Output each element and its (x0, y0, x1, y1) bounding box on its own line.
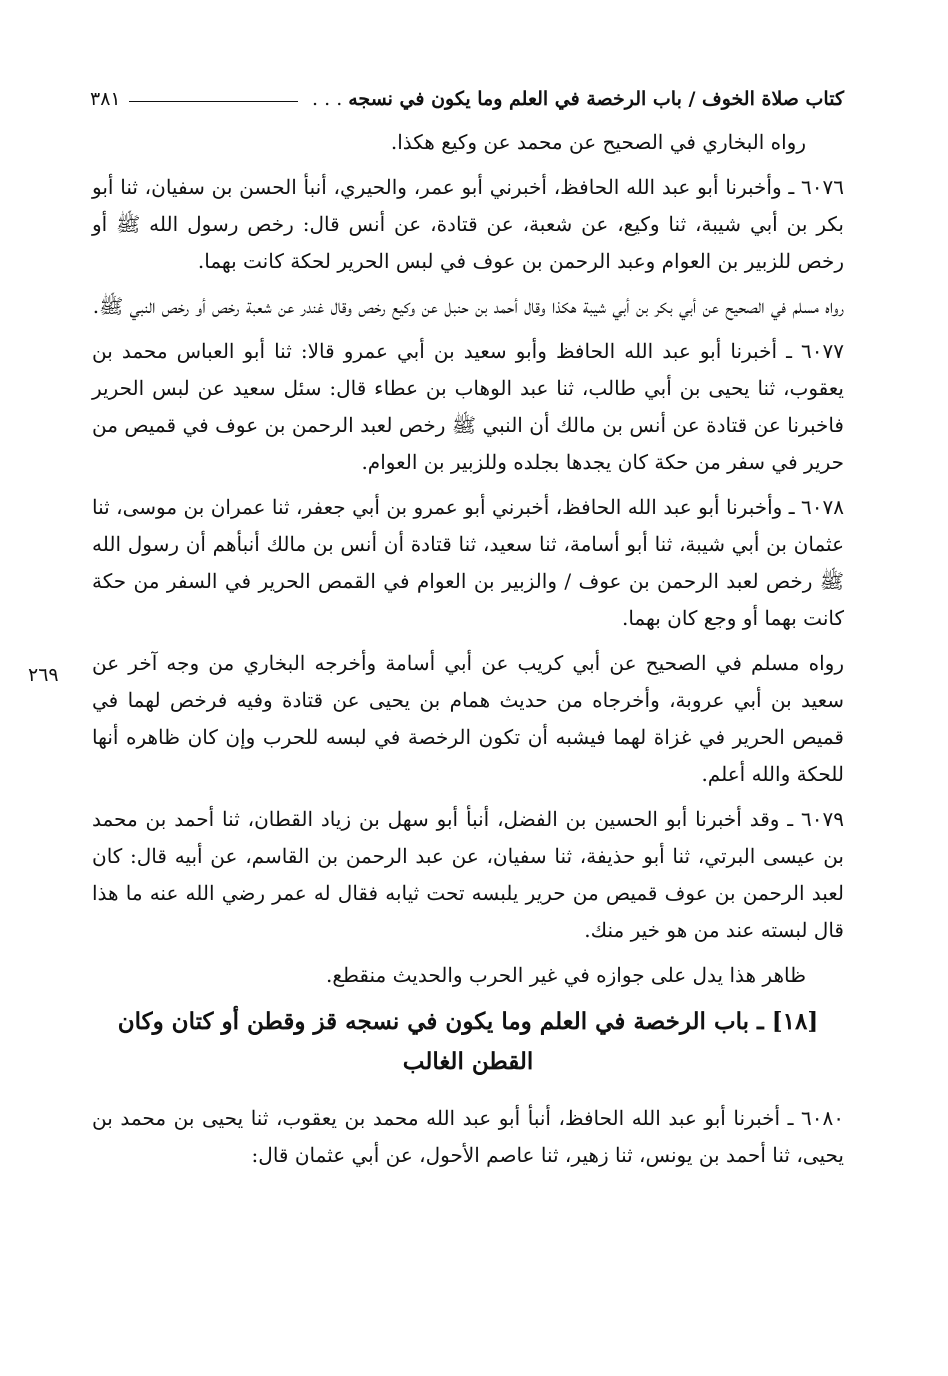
paragraph-3: رواه مسلم في الصحيح عن أبي بكر بن أبي شيبة هكذا وقال أحمد بن حنبل عن وكيع رخص وقال غندر عن شعبة رخص أو رخص النبي ﷺ. (92, 294, 844, 318)
paragraph-1: رواه البخاري في الصحيح عن محمد عن وكيع هكذا. (390, 130, 806, 154)
hadith-6079: ٦٠٧٩ ـ وقد أخبرنا أبو الحسين بن الفضل، أنبأ أبو سهل بن زياد القطان، ثنا أحمد بن محمد بن عيسى البرتي، ثنا أبو حذيفة، ثنا سفيان، عن عبد الرحمن بن القاسم، عن أبيه قال: كان لعبد الرحمن بن عوف قميص من حرير يلبسه تحت ثيابه فقال له عمر رضي الله عنه ما هذا قال لبسته عند من هو خير منك. (92, 807, 845, 942)
running-header-ellipsis: . . . (312, 88, 343, 110)
hadith-6077: ٦٠٧٧ ـ أخبرنا أبو عبد الله الحافظ وأبو سعيد بن أبي عمرو قالا: ثنا أبو العباس محمد بن يعقوب، ثنا يحيى بن أبي طالب، ثنا عبد الوهاب بن عطاء قال: سئل سعيد عن لبس الحرير فاخبرنا عن قتادة عن أنس بن مالك أن النبي ﷺ رخص لعبد الرحمن بن عوف في قميص من حرير في سفر من حكة كان يجدها بجلده وللزبير بن العوام. (92, 339, 844, 474)
header-rule (129, 101, 298, 102)
margin-folio-number: ٢٦٩ (28, 664, 59, 686)
hadith-6076: ٦٠٧٦ ـ وأخبرنا أبو عبد الله الحافظ، أخبرني أبو عمر، والحيري، أنبأ الحسن بن سفيان، ثنا أبو بكر بن أبي شيبة، ثنا وكيع، عن شعبة، عن قتادة، عن أنس قال: رخص رسول الله ﷺ أو رخص للزبير بن العوام وعبد الرحمن بن عوف في لبس الحرير لحكة كانت بهما. (92, 175, 844, 273)
hadith-6078: ٦٠٧٨ ـ وأخبرنا أبو عبد الله الحافظ، أخبرني أبو عمرو بن أبي جعفر، ثنا عمران بن موسى، ثنا عثمان بن أبي شيبة، ثنا أبو أسامة، ثنا سعيد، ثنا قتادة أن أنس بن مالك أنبأهم أن رسول الله ﷺ رخص لعبد الرحمن بن عوف / والزبير بن العوام في القمص الحرير في السفر من حكة كانت بهما أو وجع كان بهما. (92, 495, 844, 630)
page-number: ٣٨١ (90, 88, 121, 110)
running-header (90, 82, 844, 116)
hadith-6080: ٦٠٨٠ ـ أخبرنا أبو عبد الله الحافظ، أنبأ أبو عبد الله محمد بن يعقوب، ثنا يحيى بن محمد بن يحيى، ثنا أحمد بن يونس، ثنا زهير، ثنا عاصم الأحول، عن أبي عثمان قال: (92, 1106, 844, 1167)
page-body (92, 124, 844, 1182)
paragraph-6: رواه مسلم في الصحيح عن أبي كريب عن أبي أسامة وأخرجه البخاري من وجه آخر عن سعيد بن أبي عروبة، وأخرجاه من حديث همام بن يحيى عن قتادة وفيه فرخص لهما في قميص الحرير في غزاة لهما فيشبه أن تكون الرخصة في لبسه للحرب وإن كان ظاهره أنها للحكة والله أعلم. (92, 651, 844, 786)
running-header-title: كتاب صلاة الخوف / باب الرخصة في العلم وما يكون في نسجه (348, 88, 844, 110)
chapter-heading: [١٨] ـ باب الرخصة في العلم وما يكون في نسجه قز وقطن أو كتان وكان القطن الغالب (117, 1008, 819, 1075)
paragraph-8: ظاهر هذا يدل على جوازه في غير الحرب والحديث منقطع. (326, 963, 806, 987)
